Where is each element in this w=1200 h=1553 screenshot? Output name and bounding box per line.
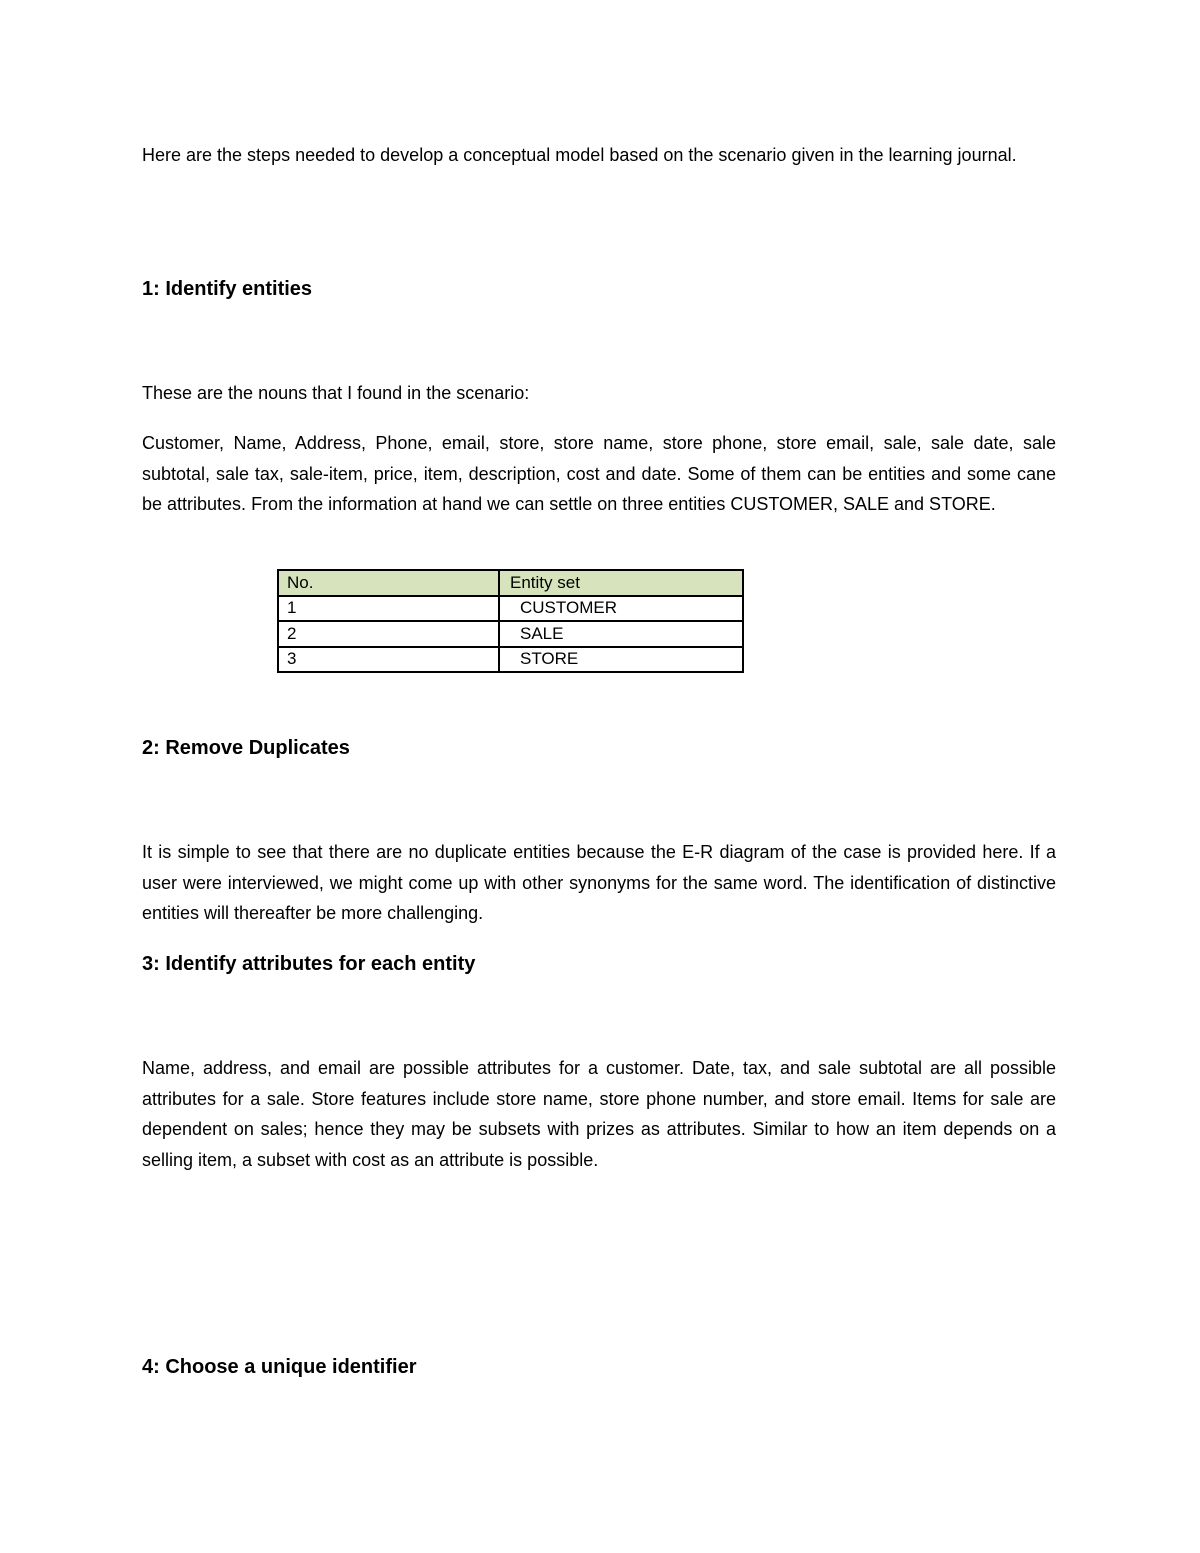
intro-paragraph: Here are the steps needed to develop a conceptual model based on the scenario given in the learning journal. [142,145,1017,165]
table-header-entity-set: Entity set [499,570,743,596]
table-cell-no: 3 [278,647,499,673]
table-cell-entity: SALE [499,621,743,647]
table-header-no: No. [278,570,499,596]
section-4-heading: 4: Choose a unique identifier [142,1356,417,1378]
nouns-intro-paragraph: These are the nouns that I found in the scenario: [142,383,530,403]
section-3-heading: 3: Identify attributes for each entity [142,953,476,975]
table-row [278,621,743,647]
table-cell-no: 2 [278,621,499,647]
table-cell-entity: CUSTOMER [499,596,743,622]
entity-table [277,569,744,673]
nouns-paragraph: Customer, Name, Address, Phone, email, store, store name, store phone, store email, sale, sale date, sale subtotal, sale tax, sale-item, price, item, description, cost and date. Some of them can be entities and some cane be attributes. From the information at hand we can settle on three entities CUSTOMER, SALE and STORE. [142,433,1056,514]
section-2-heading: 2: Remove Duplicates [142,737,350,759]
duplicates-paragraph: It is simple to see that there are no duplicate entities because the E-R diagram of the case is provided here. If a user were interviewed, we might come up with other synonyms for the same word. The identification of distinctive entities will thereafter be more challenging. [142,842,1056,923]
table-cell-no: 1 [278,596,499,622]
table-header-row [278,570,743,596]
attributes-paragraph: Name, address, and email are possible attributes for a customer. Date, tax, and sale subtotal are all possible attributes for a sale. Store features include store name, store phone number, and store email. Items for sale are dependent on sales; hence they may be subsets with prizes as attributes. Similar to how an item depends on a selling item, a subset with cost as an attribute is possible. [142,1058,1056,1170]
table-cell-entity: STORE [499,647,743,673]
section-1-heading: 1: Identify entities [142,278,313,300]
table-row [278,596,743,622]
table-row [278,647,743,673]
